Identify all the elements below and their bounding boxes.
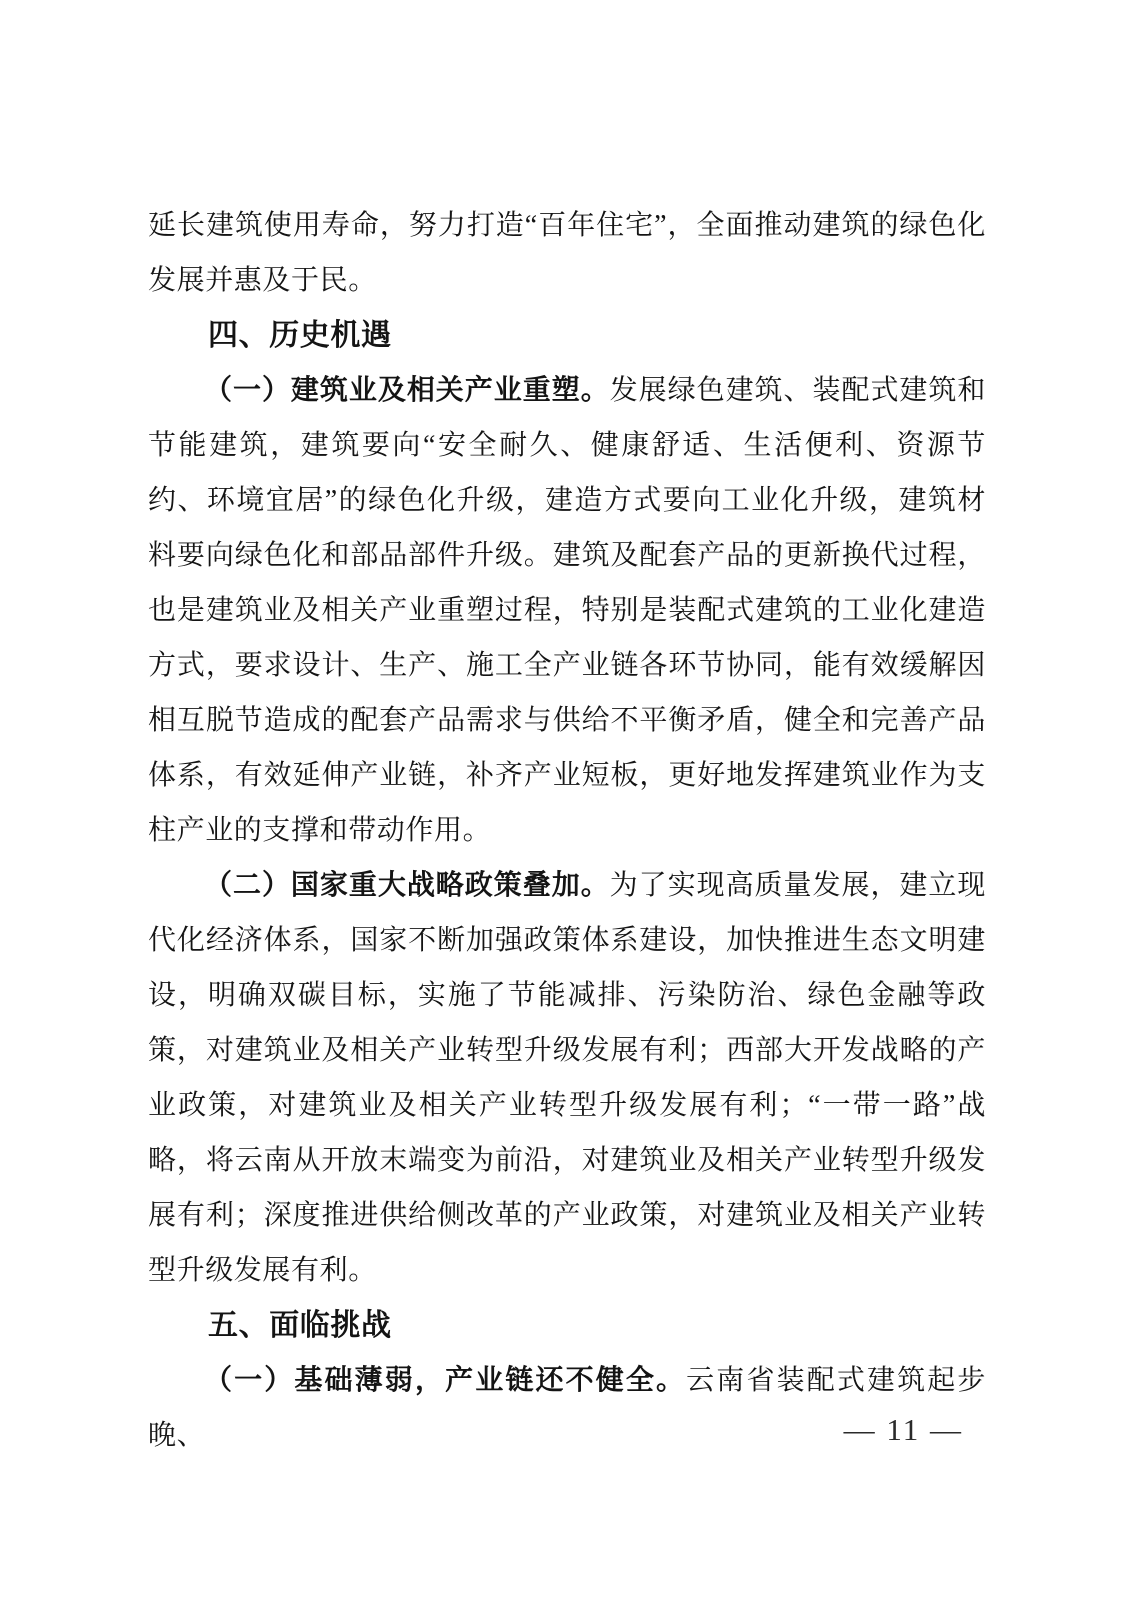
text-run: 发展绿色建筑、装配式建筑和节能建筑，建筑要向“安全耐久、健康舒适、生活便利、资源节约、环境宜居”的绿色化升级，建造方式要向工业化升级，建筑材料要向绿色化和部品部件升级。建筑及配套产品的更新换代过程，也是建筑业及相关产业重塑过程，特别是装配式建筑的工业化建造方式，要求设计、生产、施工全产业链各环节协同，能有效缓解因相互脱节造成的配套产品需求与供给不平衡矛盾，健全和完善产品体系，有效延伸产业链，补齐产业短板，更好地发挥建筑业作为支柱产业的支撑和带动作用。 — [148, 375, 986, 846]
paragraph — [148, 858, 986, 1298]
bold-text-run: （二）国家重大战略政策叠加。 — [204, 870, 610, 901]
text-run: 云南省装配式建筑起步晚、 — [148, 1365, 986, 1451]
paragraph — [148, 363, 986, 858]
document-body — [148, 198, 986, 1463]
text-run: 延长建筑使用寿命，努力打造“百年住宅”，全面推动建筑的绿色化发展并惠及于民。 — [148, 210, 986, 296]
page-number: — 11 — — [843, 1412, 963, 1447]
section-heading — [148, 308, 986, 363]
bold-text-run: 四、历史机遇 — [208, 319, 392, 352]
bold-text-run: 五、面临挑战 — [208, 1309, 392, 1342]
text-run: 为了实现高质量发展，建立现代化经济体系，国家不断加强政策体系建设，加快推进生态文明建设，明确双碳目标，实施了节能减排、污染防治、绿色金融等政策，对建筑业及相关产业转型升级发展有利；西部大开发战略的产业政策，对建筑业及相关产业转型升级发展有利；“一带一路”战略，将云南从开放末端变为前沿，对建筑业及相关产业转型升级发展有利；深度推进供给侧改革的产业政策，对建筑业及相关产业转型升级发展有利。 — [148, 870, 986, 1286]
section-heading — [148, 1298, 986, 1353]
paragraph — [148, 198, 986, 308]
bold-text-run: （一）建筑业及相关产业重塑。 — [204, 375, 610, 406]
bold-text-run: （一）基础薄弱，产业链还不健全。 — [204, 1365, 687, 1396]
